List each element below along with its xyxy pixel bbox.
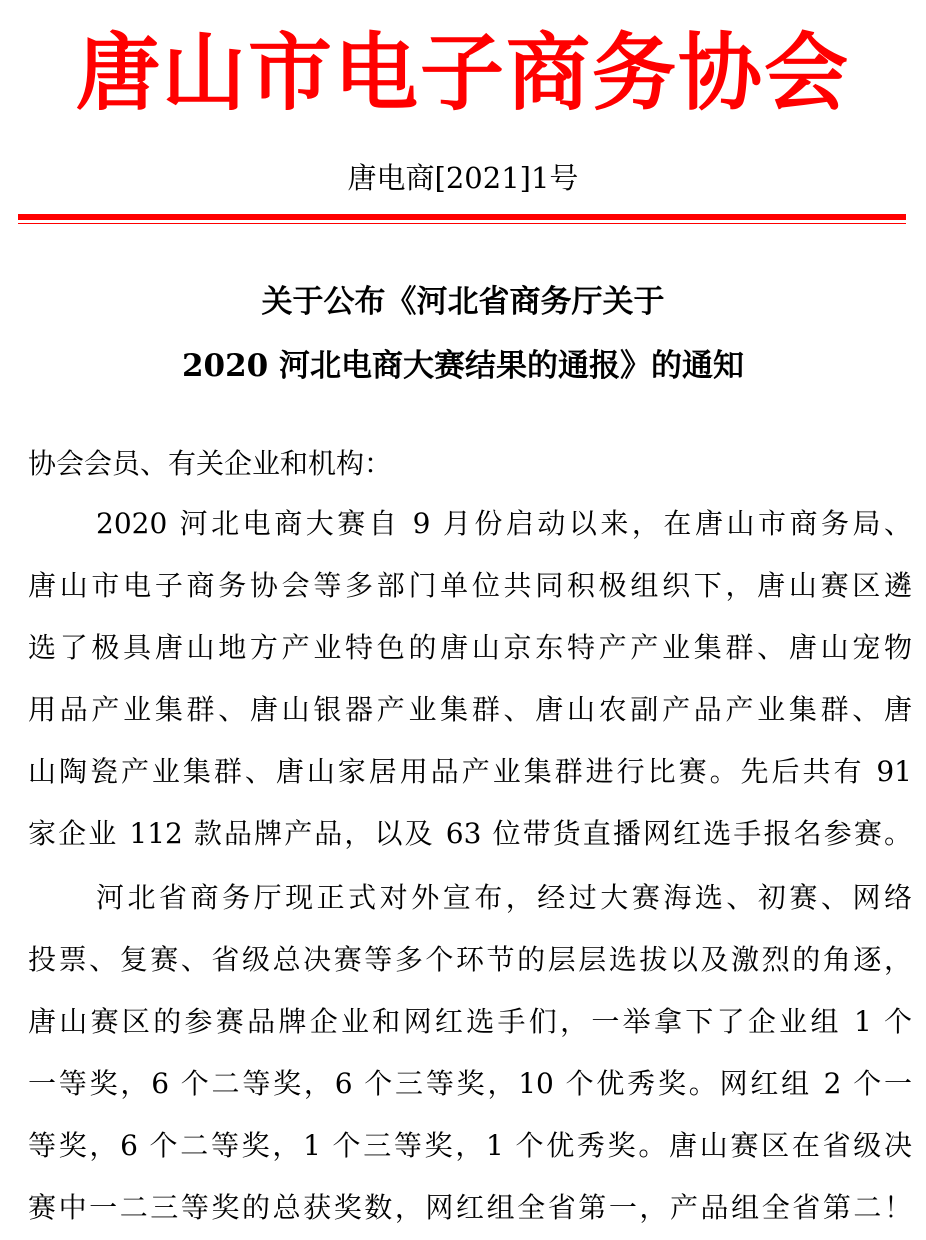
body-line: 赛中一二三等奖的总获奖数，网红组全省第一，产品组全省第二！ — [28, 1191, 912, 1224]
title-line-2: 2020 河北电商大赛结果的通报》的通知 — [181, 348, 745, 384]
title-line-1: 关于公布《河北省商务厅关于 — [261, 284, 665, 320]
body-line: 山陶瓷产业集群、唐山家居用品产业集群进行比赛。先后共有 91 — [28, 755, 912, 788]
body-line: 一等奖，6 个二等奖，6 个三等奖，10 个优秀奖。网红组 2 个一 — [28, 1067, 912, 1100]
document-number: 唐电商[2021]1号 — [347, 161, 579, 195]
body-line: 河北省商务厅现正式对外宣布，经过大赛海选、初赛、网络 — [96, 881, 912, 914]
red-divider-thin — [18, 223, 906, 224]
body-line: 唐山赛区的参赛品牌企业和网红选手们，一举拿下了企业组 1 个 — [28, 1005, 912, 1038]
body-line: 选了极具唐山地方产业特色的唐山京东特产产业集群、唐山宠物 — [28, 631, 912, 664]
body-line: 唐山市电子商务协会等多部门单位共同积极组织下，唐山赛区遴 — [28, 569, 912, 602]
red-divider-thick — [18, 214, 906, 220]
body-line: 2020 河北电商大赛自 9 月份启动以来，在唐山市商务局、 — [96, 507, 912, 540]
body-line: 投票、复赛、省级总决赛等多个环节的层层选拔以及激烈的角逐， — [28, 943, 912, 976]
body-line: 用品产业集群、唐山银器产业集群、唐山农副产品产业集群、唐 — [28, 693, 912, 726]
salutation: 协会会员、有关企业和机构： — [28, 447, 393, 480]
body-line: 家企业 112 款品牌产品，以及 63 位带货直播网红选手报名参赛。 — [28, 817, 912, 850]
organization-header: 唐山市电子商务协会 — [75, 24, 850, 122]
body-line: 等奖，6 个二等奖，1 个三等奖，1 个优秀奖。唐山赛区在省级决 — [28, 1129, 912, 1162]
